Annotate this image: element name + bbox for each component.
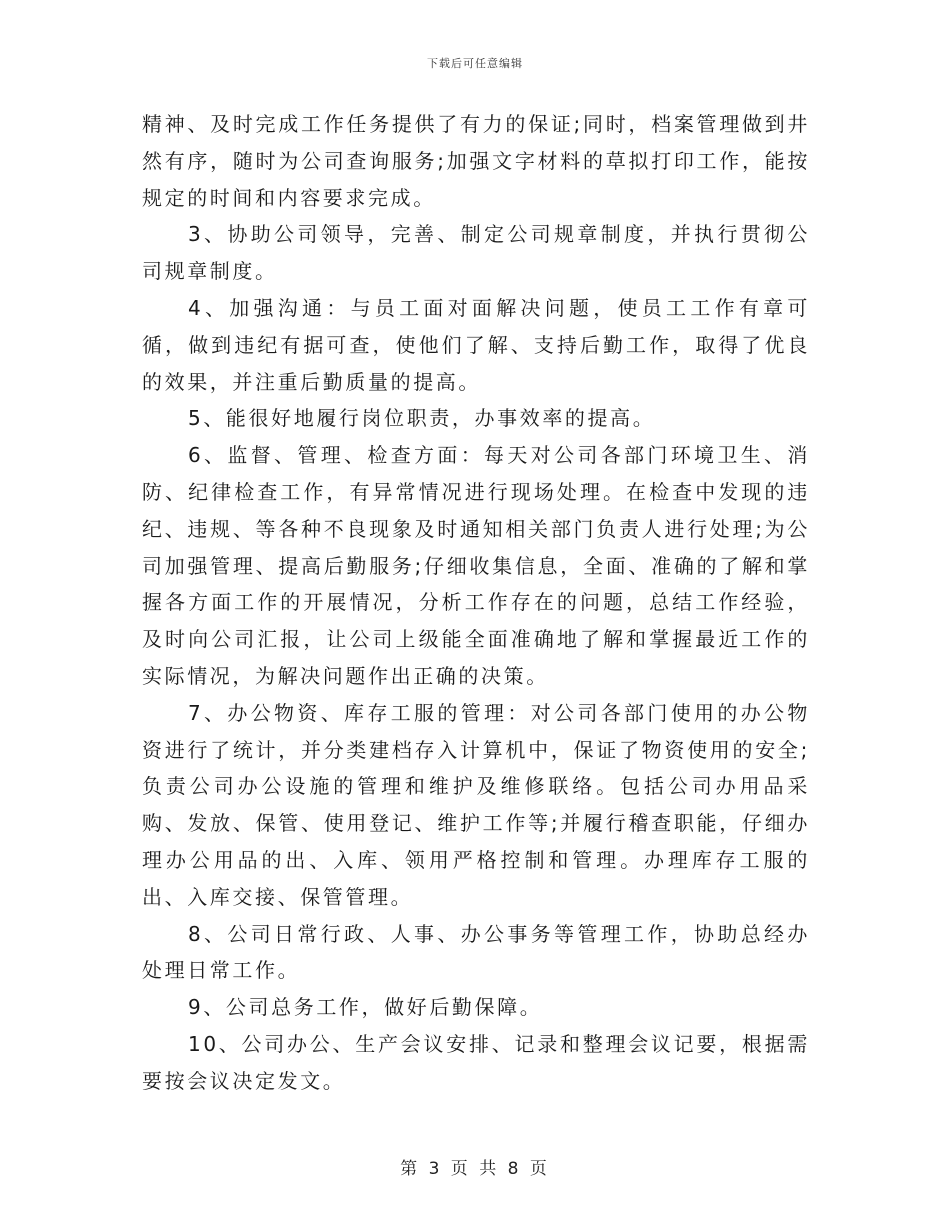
paragraph-item-3: 3、协助公司领导，完善、制定公司规章制度，并执行贯彻公司规章制度。 [142, 222, 810, 284]
paragraph-continuation: 精神、及时完成工作任务提供了有力的保证;同时，档案管理做到井然有序，随时为公司查询服务;加强文字材料的草拟打印工作，能按规定的时间和内容要求完成。 [142, 112, 810, 210]
paragraph-item-10: 10、公司办公、生产会议安排、记录和整理会议记要，根据需要按会议决定发文。 [142, 1031, 810, 1093]
paragraph-item-5: 5、能很好地履行岗位职责，办事效率的提高。 [188, 406, 656, 431]
paragraph-item-4: 4、加强沟通：与员工面对面解决问题，使员工工作有章可循，做到违纪有据可查，使他们了解、支持后勤工作，取得了优良的效果，并注重后勤质量的提高。 [142, 295, 810, 394]
page-header: 下载后可任意编辑 [427, 57, 523, 70]
page-number-footer: 第 3 页 共 8 页 [400, 1159, 550, 1179]
paragraph-item-8: 8、公司日常行政、人事、办公事务等管理工作，协助总经办处理日常工作。 [142, 921, 810, 983]
paragraph-item-7: 7、办公物资、库存工服的管理：对公司各部门使用的办公物资进行了统计，并分类建档存入计算机中，保证了物资使用的安全;负责公司办公设施的管理和维护及维修联络。包括公司办用品采购、发放、保管、使用登记、维护工作等;并履行稽查职能，仔细办理办公用品的出、入库、领用严格控制和管理。办理库存工服的出、入库交接、保管管理。 [142, 700, 810, 909]
document-body [142, 106, 810, 1100]
paragraph-item-6: 6、监督、管理、检查方面：每天对公司各部门环境卫生、消防、纪律检查工作，有异常情况进行现场处理。在检查中发现的违纪、违规、等各种不良现象及时通知相关部门负责人进行处理;为公司加强管理、提高后勤服务;仔细收集信息，全面、准确的了解和掌握各方面工作的开展情况，分析工作存在的问题，总结工作经验，及时向公司汇报，让公司上级能全面准确地了解和掌握最近工作的实际情况，为解决问题作出正确的决策。 [142, 443, 810, 688]
paragraph-item-9: 9、公司总务工作，做好后勤保障。 [188, 995, 543, 1020]
